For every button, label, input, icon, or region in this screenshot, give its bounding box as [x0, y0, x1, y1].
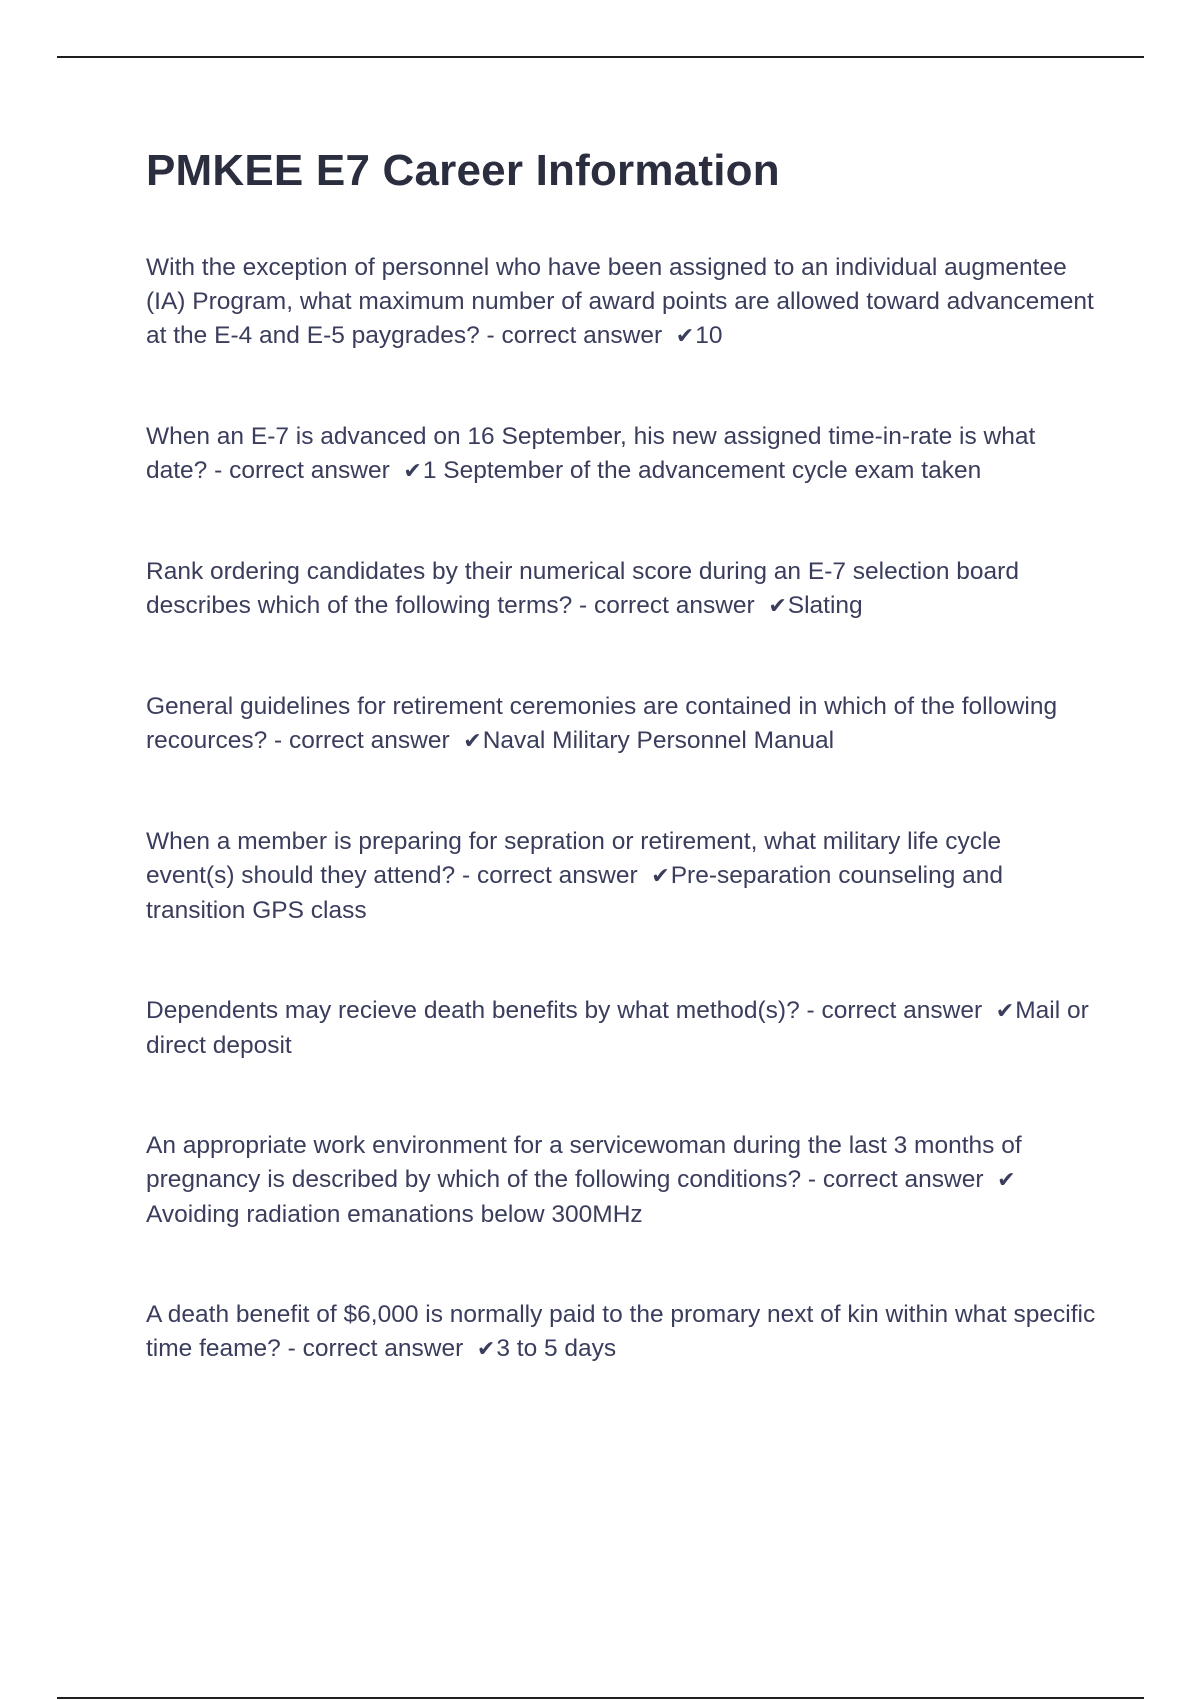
qa-item — [146, 251, 1096, 354]
answer-label: correct answer — [822, 1166, 984, 1193]
question-text: A death benefit of $6,000 is normally paid to the promary next of kin within what specific time feame? — [146, 1301, 1096, 1362]
check-mark-icon: ✔ — [997, 1168, 1016, 1193]
answer-label: correct answer — [821, 997, 983, 1024]
answer-label: correct answer — [302, 1335, 464, 1362]
qa-item — [146, 1298, 1096, 1367]
answer-label: correct answer — [594, 592, 755, 619]
page-title: PMKEE E7 Career Information — [146, 146, 780, 195]
separator: - — [455, 862, 477, 889]
qa-item — [146, 690, 1096, 759]
check-mark-icon: ✔ — [403, 459, 422, 484]
qa-item — [146, 825, 1096, 928]
qa-item — [146, 994, 1096, 1063]
question-text: When a member is preparing for sepration or retirement, what military life cycle event(s) should they attend? — [146, 828, 1002, 889]
separator: - — [280, 1335, 303, 1362]
answer-label: correct answer — [288, 727, 450, 754]
separator: - — [572, 592, 595, 619]
check-mark-icon: ✔ — [651, 864, 670, 889]
check-mark-icon: ✔ — [768, 594, 787, 619]
answer-text: Avoiding radiation emanations below 300MHz — [146, 1201, 643, 1228]
answer-text: 10 — [695, 322, 723, 349]
answer-text: Slating — [787, 592, 863, 619]
check-mark-icon: ✔ — [463, 729, 482, 754]
question-text: General guidelines for retirement ceremonies are contained in which of the following recources? — [146, 693, 1058, 754]
answer-text: Naval Military Personnel Manual — [482, 727, 835, 754]
separator: - — [207, 457, 230, 484]
separator: - — [479, 322, 502, 349]
answer-label: correct answer — [476, 862, 638, 889]
check-mark-icon: ✔ — [476, 1337, 496, 1362]
qa-item — [146, 420, 1096, 489]
separator: - — [799, 997, 822, 1024]
answer-text: Mail or direct deposit — [146, 997, 1089, 1059]
check-mark-icon: ✔ — [995, 999, 1015, 1024]
question-text: With the exception of personnel who have been assigned to an individual augmentee (IA) Program, what maximum number of award points are allowed toward advancement at the E-4 and E-5 paygrades? — [146, 254, 1094, 349]
bottom-divider — [57, 1697, 1144, 1699]
answer-text: Pre-separation counseling and transition GPS class — [146, 862, 1004, 924]
qa-item — [146, 1129, 1096, 1232]
question-text: An appropriate work environment for a servicewoman during the last 3 months of pregnancy is described by which of the following conditions? — [146, 1132, 1022, 1193]
question-list — [146, 251, 1096, 1433]
qa-item — [146, 555, 1096, 624]
answer-label: correct answer — [501, 322, 663, 349]
question-text: Dependents may recieve death benefits by what method(s)? — [146, 997, 800, 1024]
top-divider — [57, 56, 1144, 58]
question-text: Rank ordering candidates by their numerical score during an E-7 selection board describes which of the following terms? — [146, 558, 1019, 619]
separator: - — [267, 727, 289, 754]
answer-text: 1 September of the advancement cycle exam taken — [422, 457, 982, 484]
question-text: When an E-7 is advanced on 16 September, his new assigned time-in-rate is what date? — [146, 423, 1036, 484]
separator: - — [801, 1166, 823, 1193]
answer-label: correct answer — [229, 457, 390, 484]
check-mark-icon: ✔ — [675, 324, 695, 349]
answer-text: 3 to 5 days — [496, 1335, 617, 1362]
